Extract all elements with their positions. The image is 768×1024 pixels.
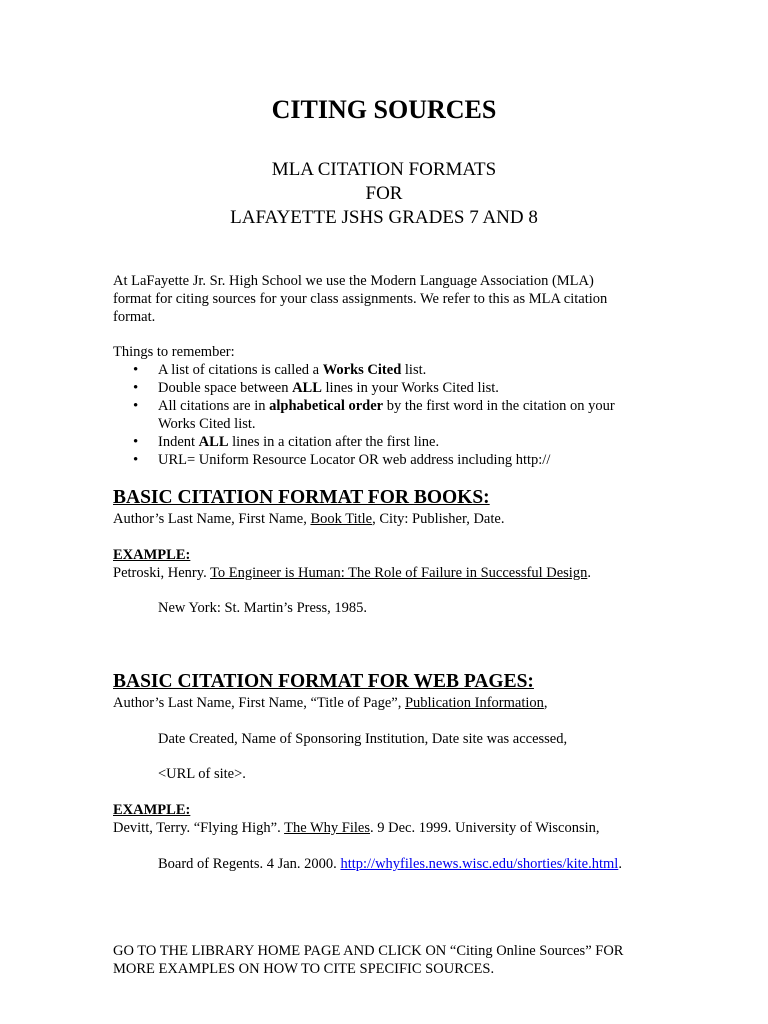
bullet-icon: • [133, 362, 139, 378]
subtitle-line-1: MLA CITATION FORMATS [271, 159, 497, 180]
books-format-line [113, 510, 673, 528]
web-example-text: Devitt, Terry. “Flying High”. [113, 820, 285, 836]
list-item-text: Works Cited list. [158, 416, 256, 432]
bullet-icon: • [133, 380, 139, 396]
books-example-label [113, 546, 673, 564]
web-format-line [113, 694, 673, 712]
list-item [113, 451, 658, 469]
list-item-bold: ALL [198, 434, 229, 450]
example-label: EXAMPLE: [113, 547, 191, 563]
list-item-bold: alphabetical order [269, 398, 384, 414]
subtitle-block [113, 158, 655, 230]
list-item-text: All citations are in [158, 398, 270, 414]
subtitle-line-2: FOR [365, 183, 403, 204]
remember-list [113, 361, 658, 469]
list-item-text: Double space between [158, 380, 293, 396]
list-item-text: A list of citations is called a [158, 362, 323, 378]
intro-line-2: format for citing sources for your class assignments. We refer to this as MLA citation [113, 291, 608, 307]
web-format-continuation-2: <URL of site>. [158, 766, 246, 782]
list-item-text: URL= Uniform Resource Locator OR web address including http:// [158, 452, 551, 468]
bullet-icon: • [133, 452, 139, 468]
intro-line-3: format. [113, 309, 156, 325]
list-item-text: lines in your Works Cited list. [321, 380, 499, 396]
subtitle-line-3: LAFAYETTE JSHS GRADES 7 AND 8 [230, 207, 538, 228]
list-item-text: list. [401, 362, 427, 378]
books-example-text: Petroski, Henry. [113, 565, 211, 581]
list-item-text: Indent [158, 434, 199, 450]
web-example-text: . 9 Dec. 1999. University of Wisconsin, [370, 820, 600, 836]
example-label: EXAMPLE: [113, 802, 191, 818]
web-heading: BASIC CITATION FORMAT FOR WEB PAGES: [113, 671, 534, 692]
list-item [113, 433, 658, 451]
things-heading: Things to remember: [113, 344, 235, 360]
list-item [113, 379, 658, 397]
list-item-bold: ALL [292, 380, 322, 396]
web-example-continuation [158, 855, 718, 873]
example-url-link[interactable]: http://whyfiles.news.wisc.edu/shorties/kite.html [340, 856, 619, 872]
web-example-line [113, 819, 673, 837]
list-item-text: lines in a citation after the first line. [228, 434, 440, 450]
books-format-text: Author’s Last Name, First Name, [113, 511, 311, 527]
footer-line-1: GO TO THE LIBRARY HOME PAGE AND CLICK ON “Citing Online Sources” FOR [113, 943, 624, 959]
footer-note [113, 942, 658, 978]
web-format-publication: Publication Information [404, 695, 544, 711]
web-example-label [113, 801, 673, 819]
books-format-title: Book Title [310, 511, 373, 527]
bullet-icon: • [133, 434, 139, 450]
footer-line-2: MORE EXAMPLES ON HOW TO CITE SPECIFIC SOURCES. [113, 961, 495, 977]
web-example-text: . [618, 856, 622, 872]
list-item [113, 361, 658, 379]
web-example-text: Board of Regents. 4 Jan. 2000. [158, 856, 341, 872]
books-example-continuation: New York: St. Martin’s Press, 1985. [158, 600, 368, 616]
list-item-text: by the first word in the citation on your [383, 398, 615, 414]
web-example-site: The Why Files [284, 820, 371, 836]
books-heading: BASIC CITATION FORMAT FOR BOOKS: [113, 487, 490, 508]
web-format-text: , [543, 695, 548, 711]
intro-paragraph [113, 272, 658, 326]
bullet-icon: • [133, 398, 139, 414]
books-example-title: To Engineer is Human: The Role of Failure in Successful Design [210, 565, 588, 581]
list-item [113, 397, 658, 433]
page-title: CITING SOURCES [271, 95, 497, 124]
things-to-remember [113, 343, 658, 469]
books-format-text: , City: Publisher, Date. [372, 511, 505, 527]
list-item-bold: Works Cited [322, 362, 402, 378]
books-example-text: . [587, 565, 591, 581]
web-format-continuation-1: Date Created, Name of Sponsoring Institution, Date site was accessed, [158, 731, 568, 747]
web-format-text: Author’s Last Name, First Name, “Title of Page”, [113, 695, 405, 711]
books-example-line [113, 564, 673, 582]
intro-line-1: At LaFayette Jr. Sr. High School we use the Modern Language Association (MLA) [113, 273, 594, 289]
